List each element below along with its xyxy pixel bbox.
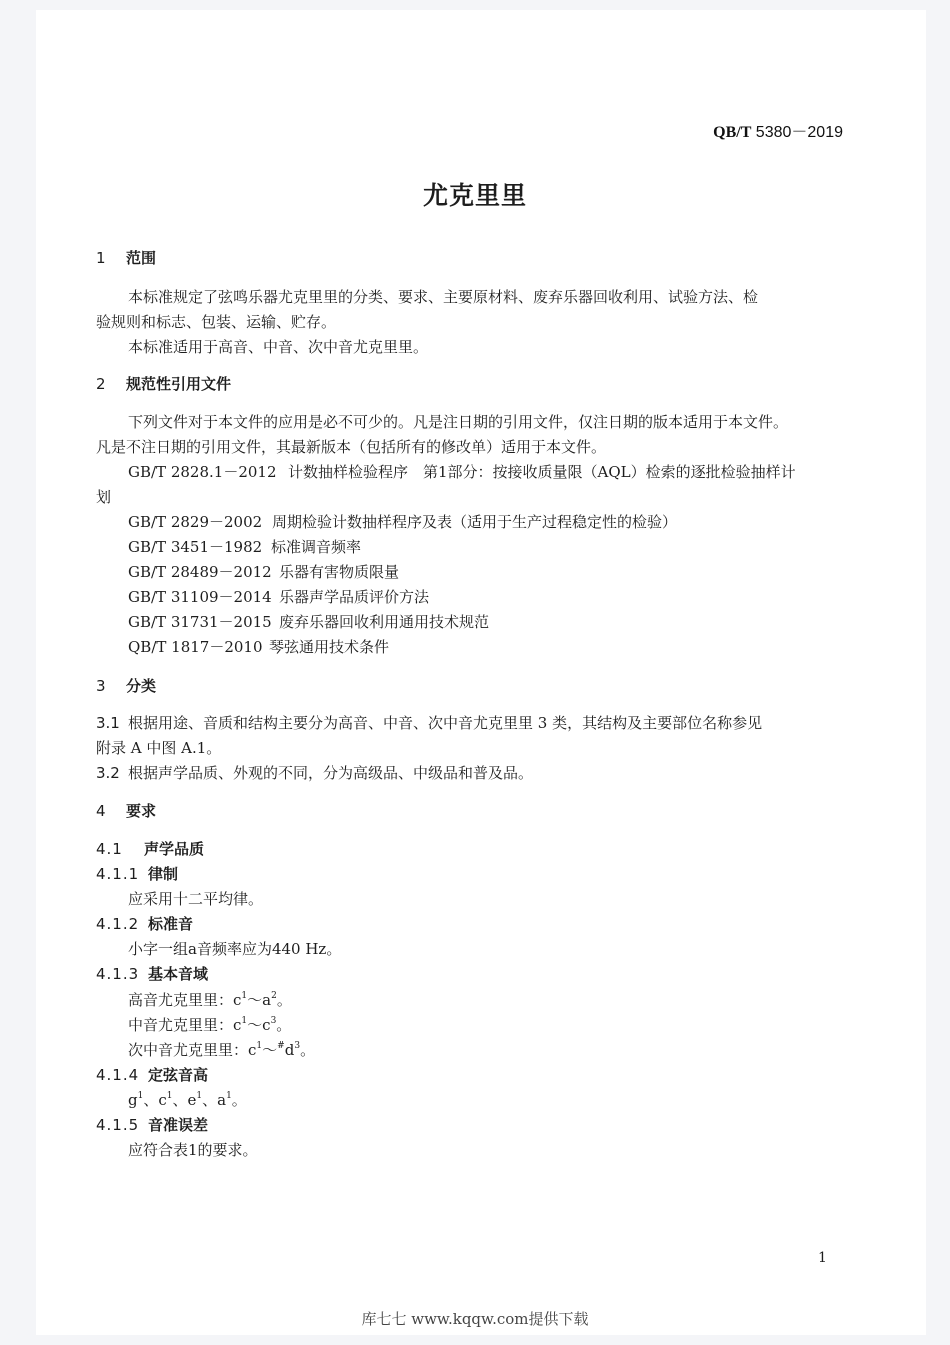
subsection-4-1-4: 4.1.4 定弦音高: [96, 1066, 209, 1084]
standard-code: QB/T 5380－2019: [713, 124, 843, 141]
download-footer: 库七七 www.kqqw.com提供下载: [361, 1310, 589, 1328]
range-high: 高音尤克里里：$c^1\sim a^2$。: [128, 991, 292, 1009]
paragraph: 应采用十二平均律。: [128, 890, 264, 908]
document-title: 尤克里里: [422, 181, 527, 210]
paragraph-cont: 凡是不注日期的引用文件，其最新版本（包括所有的修改单）适用于本文件。: [96, 438, 607, 456]
reference-item-cont: 划: [96, 488, 112, 506]
range-mid: 中音尤克里里：$c^1\sim c^3$。: [128, 1016, 292, 1034]
range-tenor: 次中音尤克里里：$c^1\sim^{\#}d^3$。: [128, 1041, 316, 1059]
subsection-4-1-5: 4.1.5 音准误差: [96, 1116, 209, 1134]
section-2-heading: 2 规范性引用文件: [96, 375, 232, 393]
clause-3-1-cont: 附录 A 中图 A.1。: [96, 739, 222, 757]
subsection-4-1-2: 4.1.2 标准音: [96, 915, 194, 933]
reference-item: GB/T 28489－2012 乐器有害物质限量: [128, 563, 400, 581]
reference-item: GB/T 3451－1982 标准调音频率: [128, 538, 362, 556]
subsection-4-1: 4.1 声学品质: [96, 840, 205, 858]
paragraph: 本标准适用于高音、中音、次中音尤克里里。: [128, 338, 429, 356]
reference-item: GB/T 31731－2015 废弃乐器回收利用通用技术规范: [128, 613, 490, 631]
clause-3-2: 3.2 根据声学品质、外观的不同，分为高级品、中级品和普及品。: [96, 764, 534, 782]
reference-item: GB/T 2829－2002 周期检验计数抽样程序及表（适用于生产过程稳定性的检验）: [128, 513, 678, 531]
clause-3-1: 3.1 根据用途、音质和结构主要分为高音、中音、次中音尤克里里 3 类，其结构及主要部位名称参见: [96, 714, 763, 732]
section-4-heading: 4 要求: [96, 802, 157, 820]
paragraph-cont: 验规则和标志、包装、运输、贮存。: [96, 313, 337, 331]
subsection-4-1-3: 4.1.3 基本音域: [96, 965, 209, 983]
paragraph: 本标准规定了弦鸣乐器尤克里里的分类、要求、主要原材料、废弃乐器回收利用、试验方法、检: [128, 288, 759, 306]
paragraph: 应符合表1的要求。: [128, 1141, 258, 1159]
section-1-heading: 1 范围: [96, 249, 157, 267]
paragraph: 下列文件对于本文件的应用是必不可少的。凡是注日期的引用文件，仅注日期的版本适用于本文件。: [128, 413, 789, 431]
reference-item: GB/T 2828.1－2012 计数抽样检验程序 第1部分：按接收质量限（AQL）检索的逐批检验抽样计: [128, 463, 796, 481]
paragraph: 小字一组a音频率应为440 Hz。: [128, 940, 342, 958]
reference-item: QB/T 1817－2010 琴弦通用技术条件: [128, 638, 390, 656]
reference-item: GB/T 31109－2014 乐器声学品质评价方法: [128, 588, 430, 606]
section-3-heading: 3 分类: [96, 677, 157, 695]
tuning-pitches: $g^1$、$c^1$、$e^1$、$a^1$。: [128, 1091, 247, 1109]
subsection-4-1-1: 4.1.1 律制: [96, 865, 179, 883]
page-number: 1: [818, 1250, 827, 1266]
